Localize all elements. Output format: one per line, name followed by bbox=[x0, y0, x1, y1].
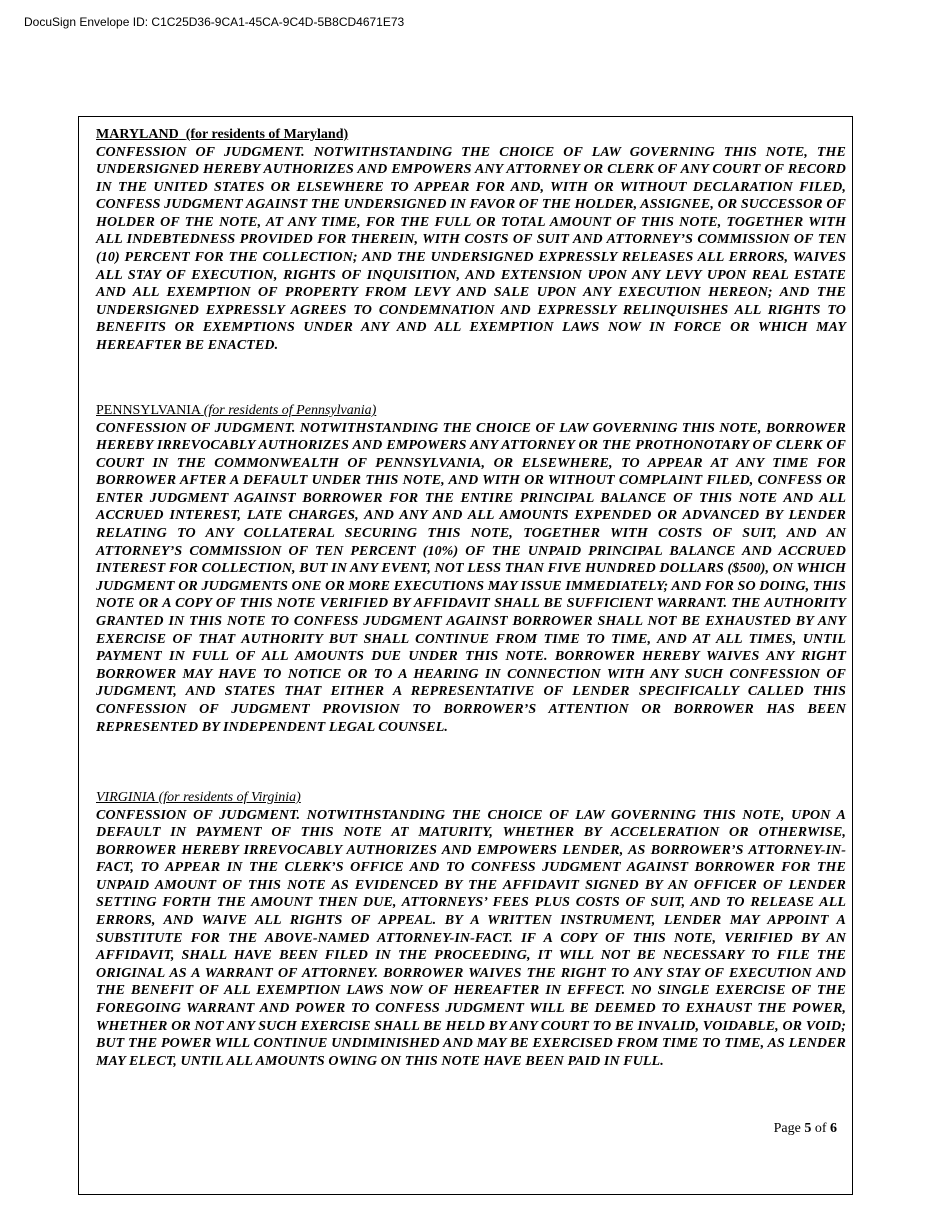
document-page bbox=[78, 116, 853, 1195]
total-pages: 6 bbox=[830, 1121, 837, 1136]
virginia-residents-note: (for residents of Virginia) bbox=[158, 790, 301, 805]
maryland-heading bbox=[96, 126, 846, 144]
pennsylvania-heading bbox=[96, 402, 846, 420]
pennsylvania-residents-note: (for residents of Pennsylvania) bbox=[203, 403, 377, 418]
maryland-residents-note: (for residents of Maryland) bbox=[185, 127, 349, 142]
page-label: Page bbox=[773, 1121, 801, 1136]
pennsylvania-state-label: PENNSYLVANIA bbox=[96, 403, 201, 418]
virginia-confession-text: CONFESSION OF JUDGMENT. NOTWITHSTANDING THE CHOICE OF LAW GOVERNING THIS NOTE, UPON A DEFAULT IN PAYMENT OF THIS NOTE AT MATURITY, WHETHER BY ACCELERATION OR OTHERWISE, BORROWER HEREBY IRREVOCABLY AUTHORIZES AND EMPOWERS LENDER, AS BORROWER’S ATTORNEY-IN-FACT, TO APPEAR IN THE CLERK’S OFFICE AND TO CONFESS JUDGMENT AGAINST BORROWER FOR THE UNPAID AMOUNT OF THIS NOTE AS EVIDENCED BY THE AFFIDAVIT SIGNED BY AN OFFICER OF LENDER SETTING FORTH THE AMOUNT THEN DUE, ATTORNEYS’ FEES PLUS COSTS OF SUIT, AND TO RELEASE ALL ERRORS, AND WAIVE ALL RIGHTS OF APPEAL. BY A WRITTEN INSTRUMENT, LENDER MAY APPOINT A SUBSTITUTE FOR THE ABOVE-NAMED ATTORNEY-IN-FACT. IF A COPY OF THIS NOTE, VERIFIED BY AN AFFIDAVIT, SHALL HAVE BEEN FILED IN THE PROCEEDING, IT WILL NOT BE NECESSARY TO FILE THE ORIGINAL AS A WARRANT OF ATTORNEY. BORROWER WAIVES THE RIGHT TO ANY STAY OF EXECUTION AND THE BENEFIT OF ALL EXEMPTION LAWS NOW OF HEREAFTER IN EFFECT. NO SINGLE EXERCISE OF THE FOREGOING WARRANT AND POWER TO CONFESS JUDGMENT WILL BE DEEMED TO EXHAUST THE POWER, WHETHER OR NOT ANY SUCH EXERCISE SHALL BE HELD BY ANY COURT TO BE INVALID, VOIDABLE, OR VOID; BUT THE POWER WILL CONTINUE UNDIMINISHED AND MAY BE EXERCISED FROM TIME TO TIME, AS LENDER MAY ELECT, UNTIL ALL AMOUNTS OWING ON THIS NOTE HAVE BEEN PAID IN FULL. bbox=[96, 807, 846, 1069]
maryland-state-label: MARYLAND bbox=[96, 127, 179, 142]
pennsylvania-confession-text: CONFESSION OF JUDGMENT. NOTWITHSTANDING THE CHOICE OF LAW GOVERNING THIS NOTE, BORROWER HEREBY IRREVOCABLY AUTHORIZES AND EMPOWERS ANY ATTORNEY OR THE PROTHONOTARY OF CLERK OF COURT IN THE COMMONWEALTH OF PENNSYLVANIA, OR ELSEWHERE, TO APPEAR AT ANY TIME FOR BORROWER AFTER A DEFAULT UNDER THIS NOTE, AND WITH OR WITHOUT COMPLAINT FILED, CONFESS OR ENTER JUDGMENT AGAINST BORROWER FOR THE ENTIRE PRINCIPAL BALANCE OF THIS NOTE AND ALL ACCRUED INTEREST, LATE CHARGES, AND ANY AND ALL AMOUNTS EXPENDED OR ADVANCED BY LENDER RELATING TO ANY COLLATERAL SECURING THIS NOTE, TOGETHER WITH COSTS OF SUIT, AND AN ATTORNEY’S COMMISSION OF TEN PERCENT (10%) OF THE UNPAID PRINCIPAL BALANCE AND ACCRUED INTEREST FOR COLLECTION, BUT IN ANY EVENT, NOT LESS THAN FIVE HUNDRED DOLLARS ($500), ON WHICH JUDGMENT OR JUDGMENTS ONE OR MORE EXECUTIONS MAY ISSUE IMMEDIATELY; AND FOR SO DOING, THIS NOTE OR A COPY OF THIS NOTE VERIFIED BY AFFIDAVIT SHALL BE SUFFICIENT WARRANT. THE AUTHORITY GRANTED IN THIS NOTE TO CONFESS JUDGMENT AGAINST BORROWER SHALL NOT BE EXHAUSTED BY ANY EXERCISE OF THAT AUTHORITY BUT SHALL CONTINUE FROM TIME TO TIME, AND AT ALL TIMES, UNTIL PAYMENT IN FULL OF ALL AMOUNTS DUE UNDER THIS NOTE. BORROWER HEREBY WAIVES ANY RIGHT BORROWER MAY HAVE TO NOTICE OR TO A HEARING IN CONNECTION WITH ANY SUCH CONFESSION OF JUDGMENT, AND STATES THAT EITHER A REPRESENTATIVE OF LENDER SPECIFICALLY CALLED THIS CONFESSION OF JUDGMENT PROVISION TO BORROWER’S ATTENTION OR BORROWER HAS BEEN REPRESENTED BY INDEPENDENT LEGAL COUNSEL. bbox=[96, 420, 846, 735]
page-number bbox=[774, 1121, 837, 1137]
pennsylvania-section bbox=[96, 402, 846, 736]
maryland-section bbox=[96, 126, 846, 355]
virginia-heading bbox=[96, 789, 846, 807]
docusign-envelope-id: DocuSign Envelope ID: C1C25D36-9CA1-45CA-9C4D-5B8CD4671E73 bbox=[24, 15, 405, 29]
of-label: of bbox=[814, 1121, 827, 1136]
virginia-state-label: VIRGINIA bbox=[96, 790, 156, 805]
virginia-section bbox=[96, 789, 846, 1070]
maryland-confession-text: CONFESSION OF JUDGMENT. NOTWITHSTANDING THE CHOICE OF LAW GOVERNING THIS NOTE, THE UNDERSIGNED HEREBY AUTHORIZES AND EMPOWERS ANY ATTORNEY OR CLERK OF ANY COURT OF RECORD IN THE UNITED STATES OR ELSEWHERE TO APPEAR FOR AND, WITH OR WITHOUT DECLARATION FILED, CONFESS JUDGMENT AGAINST THE UNDERSIGNED IN FAVOR OF THE HOLDER, ASSIGNEE, OR SUCCESSOR OF HOLDER OF THE NOTE, AT ANY TIME, FOR THE FULL OR TOTAL AMOUNT OF THIS NOTE, TOGETHER WITH ALL INDEBTEDNESS PROVIDED FOR THEREIN, WITH COSTS OF SUIT AND ATTORNEY’S COMMISSION OF TEN (10) PERCENT FOR THE COLLECTION; AND THE UNDERSIGNED EXPRESSLY RELEASES ALL ERRORS, WAIVES ALL STAY OF EXECUTION, RIGHTS OF INQUISITION, AND EXTENSION UPON ANY LEVY UPON REAL ESTATE AND ALL EXEMPTION OF PROPERTY FROM LEVY AND SALE UPON ANY EXECUTION HEREON; AND THE UNDERSIGNED EXPRESSLY AGREES TO CONDEMNATION AND EXPRESSLY RELINQUISHES ALL RIGHTS TO BENEFITS OR EXEMPTIONS UNDER ANY AND ALL EXEMPTION LAWS NOW IN FORCE OR WHICH MAY HEREAFTER BE ENACTED. bbox=[96, 144, 846, 354]
current-page: 5 bbox=[804, 1121, 812, 1136]
